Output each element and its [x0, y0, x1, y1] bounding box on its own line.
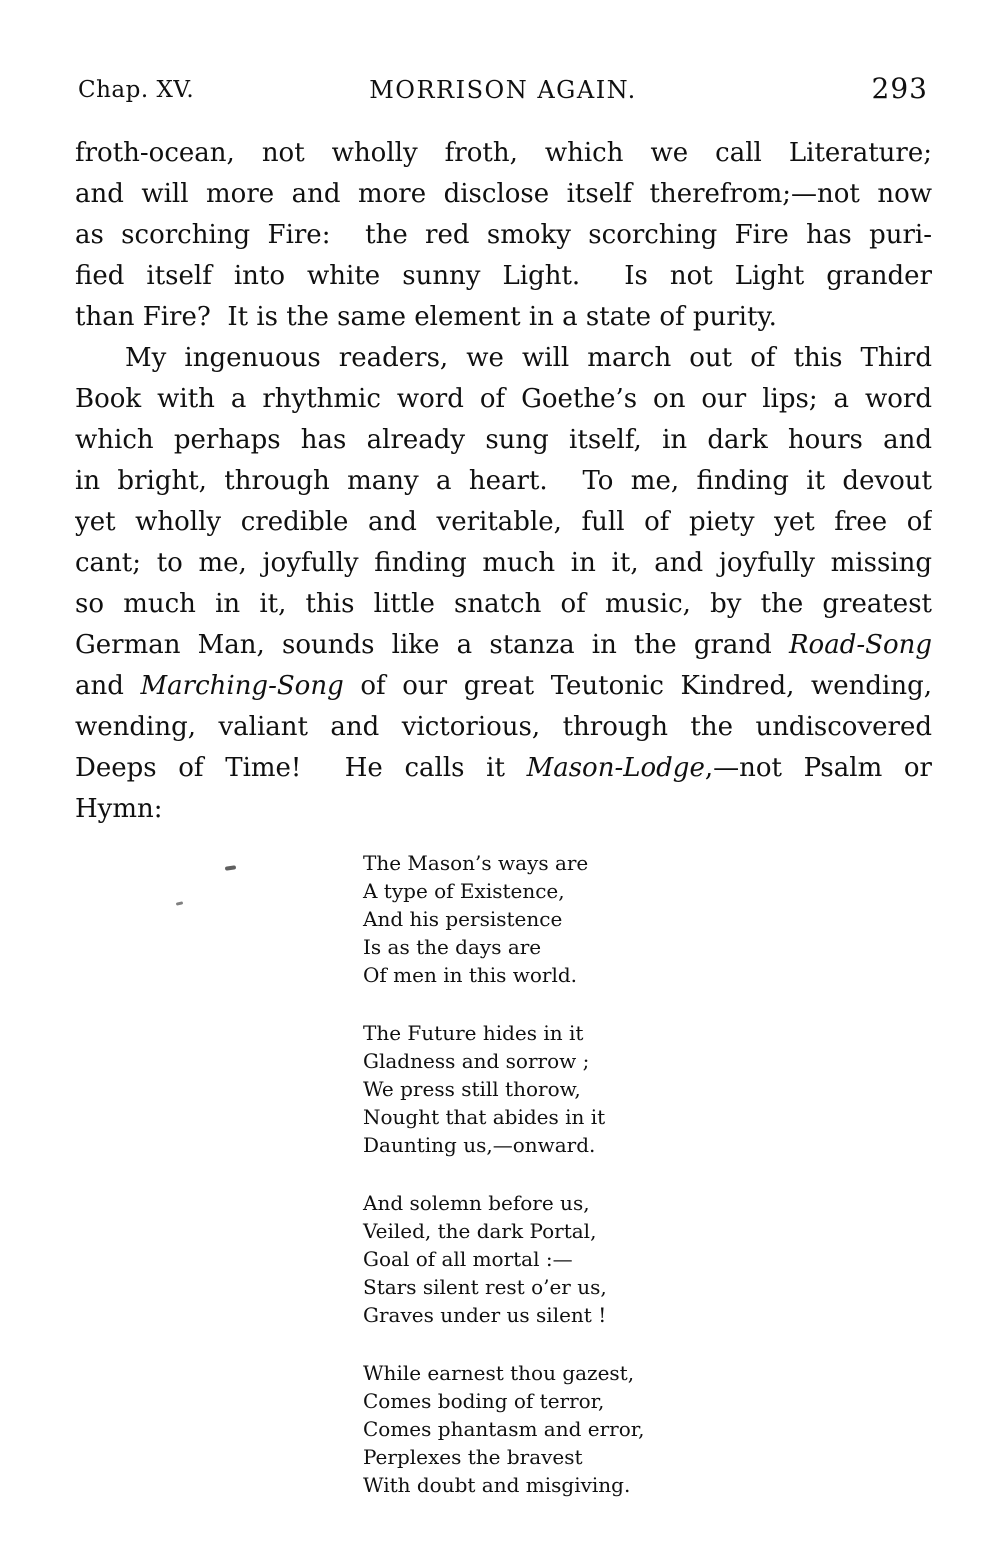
- poem-line: And solemn before us,: [363, 1191, 590, 1215]
- poem-stanza: [363, 1189, 644, 1329]
- running-title: MORRISON AGAIN.: [369, 76, 637, 104]
- text-segment: in bright, through many a heart. To me, finding it devout: [75, 466, 932, 496]
- text-segment: so much in it, this little snatch of music, by the greatest: [75, 589, 932, 619]
- poem-line: We press still thorow,: [363, 1077, 581, 1101]
- text-line: [75, 707, 932, 748]
- text-line: [75, 133, 932, 174]
- poem-stanza: [363, 1359, 644, 1499]
- text-line: [75, 379, 932, 420]
- text-segment: wending, valiant and victorious, through the undiscovered: [75, 712, 932, 742]
- text-line: [75, 420, 932, 461]
- text-segment: Deeps of Time! He calls it: [75, 753, 527, 783]
- text-line: [75, 748, 932, 789]
- poem-stanza: [363, 849, 644, 989]
- italic-text: Road-Song: [788, 630, 932, 660]
- poem-line: Comes phantasm and error,: [363, 1417, 645, 1441]
- poem-line: Graves under us silent !: [363, 1303, 607, 1327]
- poem-line: Gladness and sorrow ;: [363, 1049, 590, 1073]
- text-line: [75, 789, 932, 830]
- poem-line: And his persistence: [363, 907, 563, 931]
- poem-line: Of men in this world.: [363, 963, 578, 987]
- text-line: [75, 215, 932, 256]
- text-segment: which perhaps has already sung itself, in dark hours and: [75, 425, 932, 455]
- text-line: [75, 502, 932, 543]
- text-line: [75, 625, 932, 666]
- poem-block: [363, 849, 644, 1529]
- text-segment: of our great Teutonic Kindred, wending,: [343, 671, 932, 701]
- text-segment: fied itself into white sunny Light. Is not Light grander: [75, 261, 932, 291]
- text-segment: Hymn:: [75, 794, 163, 824]
- poem-line: While earnest thou gazest,: [363, 1361, 635, 1385]
- poem-line: The Future hides in it: [363, 1021, 584, 1045]
- poem-line: Nought that abides in it: [363, 1105, 606, 1129]
- text-segment: Book with a rhythmic word of Goethe’s on our lips; a word: [75, 384, 932, 414]
- text-line: [75, 338, 932, 379]
- text-line: [75, 461, 932, 502]
- text-segment: and will more and more disclose itself therefrom;—not now: [75, 179, 932, 209]
- poem-stanza: [363, 1019, 644, 1159]
- poem-line: Stars silent rest o’er us,: [363, 1275, 607, 1299]
- poem-line: Veiled, the dark Portal,: [363, 1219, 597, 1243]
- text-line: [75, 297, 932, 338]
- text-segment: cant; to me, joyfully finding much in it, and joyfully missing: [75, 548, 932, 578]
- paragraph: [75, 338, 932, 830]
- poem-line: The Mason’s ways are: [363, 851, 589, 875]
- text-segment: as scorching Fire: the red smoky scorching Fire has puri-: [75, 220, 932, 250]
- poem-line: Goal of all mortal :—: [363, 1247, 573, 1271]
- poem-line: Comes boding of terror,: [363, 1389, 605, 1413]
- body-text: [75, 133, 932, 830]
- italic-text: Marching-Song: [140, 671, 344, 701]
- paragraph: [75, 133, 932, 338]
- text-segment: yet wholly credible and veritable, full of piety yet free of: [75, 507, 932, 537]
- text-line: [75, 543, 932, 584]
- italic-text: Mason-Lodge: [526, 753, 705, 783]
- text-segment: and: [75, 671, 141, 701]
- text-line: [75, 666, 932, 707]
- scan-artifact: [176, 901, 183, 905]
- text-segment: ,—not Psalm or: [704, 753, 932, 783]
- page-number: 293: [871, 72, 928, 105]
- text-segment: froth-ocean, not wholly froth, which we call Literature;: [75, 138, 932, 168]
- text-segment: German Man, sounds like a stanza in the grand: [75, 630, 789, 660]
- poem-line: Is as the days are: [363, 935, 542, 959]
- text-segment: My ingenuous readers, we will march out of this Third: [125, 343, 932, 373]
- text-segment: than Fire? It is the same element in a state of purity.: [75, 302, 777, 332]
- text-line: [75, 584, 932, 625]
- poem-line: With doubt and misgiving.: [363, 1473, 631, 1497]
- text-line: [75, 174, 932, 215]
- poem-line: Perplexes the bravest: [363, 1445, 583, 1469]
- page-header: [78, 72, 928, 108]
- text-line: [75, 256, 932, 297]
- poem-line: A type of Existence,: [363, 879, 565, 903]
- scan-artifact: [225, 865, 236, 870]
- chapter-label: Chap. XV.: [78, 77, 195, 103]
- poem-line: Daunting us,—onward.: [363, 1133, 596, 1157]
